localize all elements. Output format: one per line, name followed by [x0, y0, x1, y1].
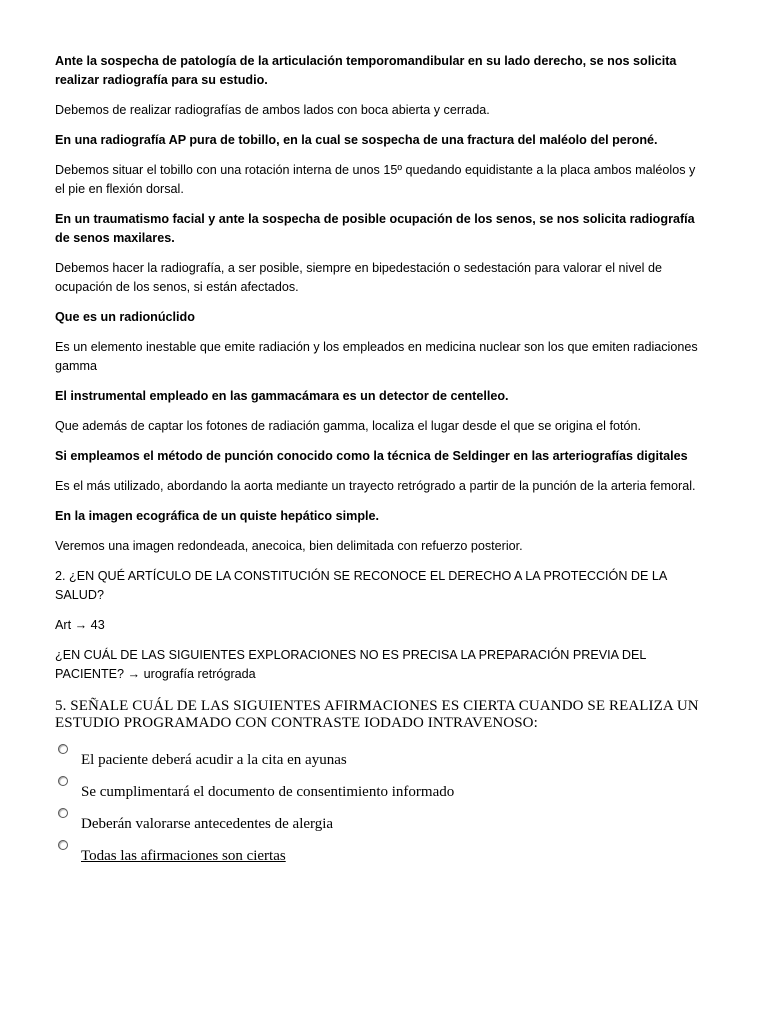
question-sinus: En un traumatismo facial y ante la sospecha de posible ocupación de los senos, se nos solicita radiografía de senos maxilares.	[55, 212, 695, 245]
question-cyst: En la imagen ecográfica de un quiste hepático simple.	[55, 509, 380, 523]
answer-tmj: Debemos de realizar radiografías de ambos lados con boca abierta y cerrada.	[55, 103, 490, 117]
question-seldinger: Si empleamos el método de punción conocido como la técnica de Seldinger en las arteriografías digitales	[55, 449, 688, 463]
answer-radionuclide: Es un elemento inestable que emite radiación y los empleados en medicina nuclear son los que emiten radiaciones gamma	[55, 340, 698, 373]
question-radionuclide: Que es un radionúclido	[55, 310, 195, 324]
radio-button[interactable]	[58, 776, 68, 786]
option-all-true[interactable]	[55, 838, 708, 870]
option-label: Deberán valorarse antecedentes de alergia	[81, 816, 334, 832]
radio-button[interactable]	[58, 744, 68, 754]
option-fasting[interactable]	[55, 742, 708, 774]
radio-button[interactable]	[58, 808, 68, 818]
answer-ankle: Debemos situar el tobillo con una rotación interna de unos 15º quedando equidistante a la placa ambos maléolos y el pie en flexión dorsal.	[55, 163, 696, 196]
options-list	[55, 742, 708, 870]
answer-gammacamera: Que además de captar los fotones de radiación gamma, localiza el lugar desde el que se origina el fotón.	[55, 419, 641, 433]
question-tmj: Ante la sospecha de patología de la articulación temporomandibular en su lado derecho, se nos solicita realizar radiografía para su estudio.	[55, 54, 677, 87]
radio-button[interactable]	[58, 840, 68, 850]
question-5: 5. SEÑALE CUÁL DE LAS SIGUIENTES AFIRMACIONES ES CIERTA CUANDO SE REALIZA UN ESTUDIO PROGRAMADO CON CONTRASTE IODADO INTRAVENOSO:	[55, 698, 699, 731]
option-consent[interactable]	[55, 774, 708, 806]
option-label: Todas las afirmaciones son ciertas	[81, 848, 286, 864]
option-label: Se cumplimentará el documento de consentimiento informado	[81, 784, 455, 800]
answer-sinus: Debemos hacer la radiografía, a ser posible, siempre en bipedestación o sedestación para valorar el nivel de ocupación de los senos, si están afectados.	[55, 261, 662, 294]
option-allergy[interactable]	[55, 806, 708, 838]
answer-seldinger: Es el más utilizado, abordando la aorta mediante un trayecto retrógrado a partir de la punción de la arteria femoral.	[55, 479, 696, 493]
question-gammacamera: El instrumental empleado en las gammacámara es un detector de centelleo.	[55, 389, 509, 403]
answer-cyst: Veremos una imagen redondeada, anecoica, bien delimitada con refuerzo posterior.	[55, 539, 523, 553]
question-ankle: En una radiografía AP pura de tobillo, en la cual se sospecha de una fractura del maléolo del peroné.	[55, 133, 658, 147]
question-preparation: ¿EN CUÁL DE LAS SIGUIENTES EXPLORACIONES NO ES PRECISA LA PREPARACIÓN PREVIA DEL PACIENTE? → urografía retrógrada	[55, 648, 646, 681]
option-label: El paciente deberá acudir a la cita en ayunas	[81, 752, 347, 768]
answer-constitution: Art → 43	[55, 618, 105, 632]
question-constitution: 2. ¿EN QUÉ ARTÍCULO DE LA CONSTITUCIÓN SE RECONOCE EL DERECHO A LA PROTECCIÓN DE LA SALUD?	[55, 569, 667, 602]
